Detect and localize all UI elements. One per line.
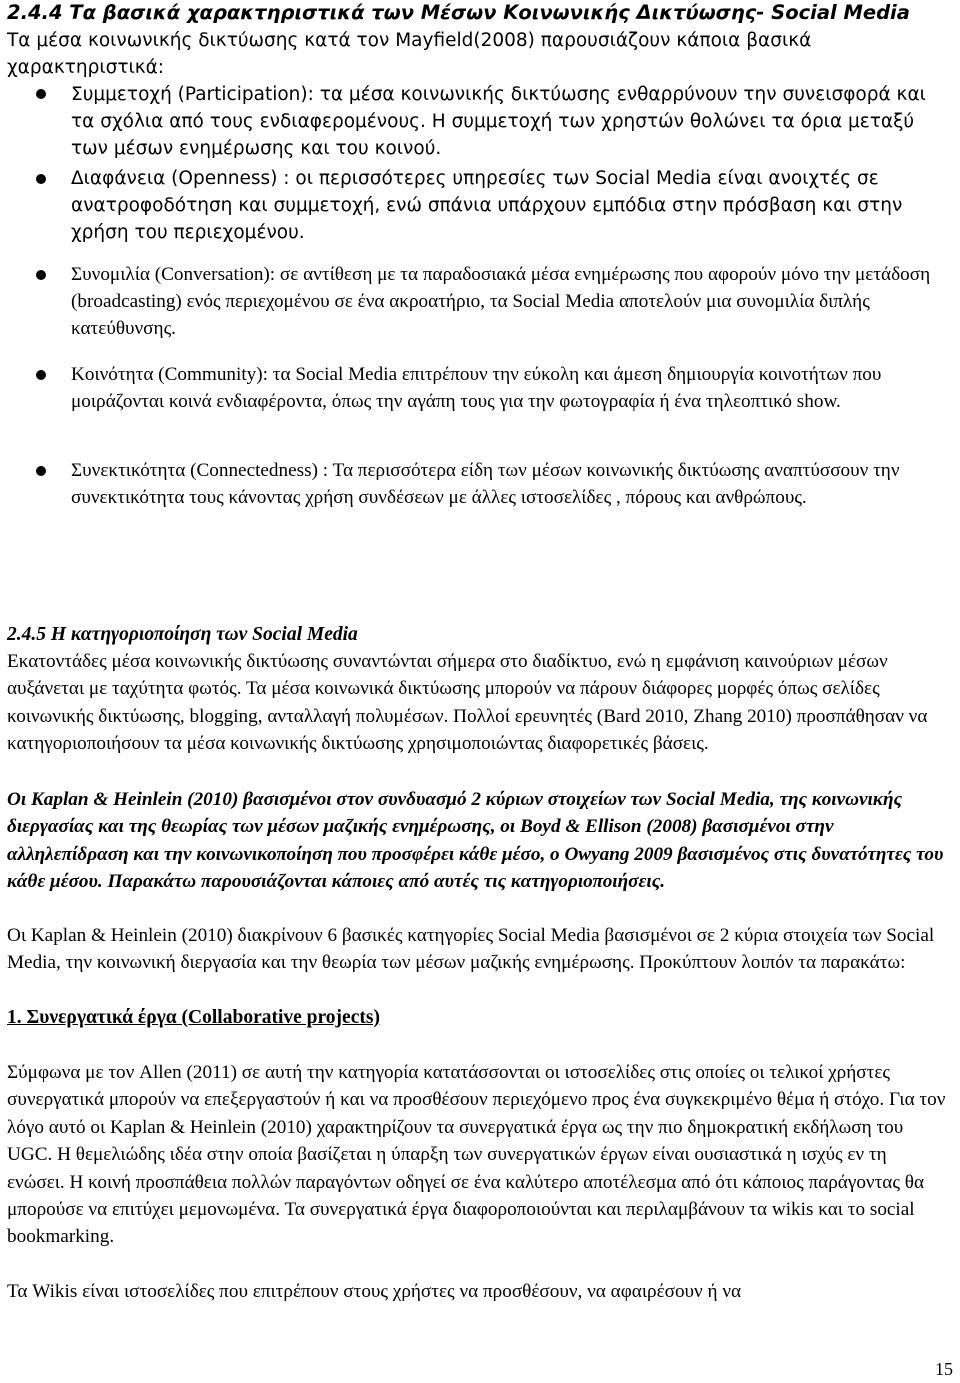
paragraph-categorization-authors: Οι Kaplan & Heinlein (2010) βασισμένοι στον συνδυασμό 2 κύριων στοιχείων των Social Media, της κοινωνικής διεργασίας και της θεωρίας των μέσων μαζικής ενημέρωσης, οι Boyd & Ellison (2008) βασισμένοι στην αλληλεπίδραση και την κοινωνικοποίηση που προσφέρει κάθε μέσο, ο Owyang 2009 βασισμένος στις δυνατότητες του κάθε μέσου. Παρακάτω παρουσιάζονται κάποιες από αυτές τις κατηγοριοποιήσεις.	[7, 789, 944, 893]
intro-paragraph: Τα μέσα κοινωνικής δικτύωσης κατά τον Mayfield(2008) παρουσιάζουν κάποια βασικά χαρακτηριστικά:	[7, 30, 812, 78]
list-item-text: Διαφάνεια (Openness) : οι περισσότερες υπηρεσίες των Social Media είναι ανοιχτές σε ανατροφοδότηση και συμμετοχή, ενώ σπάνια υπάρχουν εμπόδια στην πρόσβαση και στην χρήση του περιεχομένου.	[71, 168, 903, 243]
page-number: 15	[935, 1359, 953, 1379]
bullet-icon	[36, 466, 46, 476]
list-item-text: Κοινότητα (Community): τα Social Media επιτρέπουν την εύκολη και άμεση δημιουργία κοινοτήτων που μοιράζονται κοινά ενδιαφέροντα, όπως την αγάπη τους για την φωτογραφία ή ένα τηλεοπτικό show.	[71, 364, 882, 412]
bullet-icon	[36, 89, 46, 99]
paragraph-categorization-intro: Εκατοντάδες μέσα κοινωνικής δικτύωσης συναντώνται σήμερα στο διαδίκτυο, ενώ η εμφάνιση καινούριων μέσων αυξάνεται με ταχύτητα φωτός. Τα μέσα κοινωνικά δικτύωσης μπορούν να πάρουν διάφορες μορφές όπως σελίδες κοινωνικής δικτύωσης, blogging, ανταλλαγή πολυμέσων. Πολλοί ερευνητές (Bard 2010, Zhang 2010) προσπάθησαν να κατηγοριοποιήσουν τα μέσα κοινωνικής δικτύωσης χρησιμοποιώντας διαφορετικές βάσεις.	[7, 651, 928, 755]
bullet-icon	[36, 174, 46, 184]
subheading-collaborative-projects: 1. Συνεργατικά έργα (Collaborative projects)	[7, 1007, 380, 1028]
paragraph-kaplan-heinlein: Οι Kaplan & Heinlein (2010) διακρίνουν 6 βασικές κατηγορίες Social Media βασισμένοι σε 2 κύρια στοιχεία των Social Media, την κοινωνική διεργασία και την θεωρία των μέσων μαζικής ενημέρωσης. Προκύπτουν λοιπόν τα παρακάτω:	[7, 925, 935, 974]
section-title-2-4-4: 2.4.4 Τα βασικά χαρακτηριστικά των Μέσων Κοινωνικής Δικτύωσης- Social Media	[7, 1, 910, 24]
section-title-2-4-5: 2.4.5 Η κατηγοριοποίηση των Social Media	[7, 624, 358, 645]
paragraph-collaborative-projects: Σύμφωνα με τον Allen (2011) σε αυτή την κατηγορία κατατάσσονται οι ιστοσελίδες στις οποίες οι τελικοί χρήστες συνεργατικά μπορούν να επεξεργαστούν ή και να προσθέσουν περιεχόμενο προς ένα συγκεκριμένο θέμα ή στόχο. Για τον λόγο αυτό οι Kaplan & Heinlein (2010) χαρακτηρίζουν τα συνεργατικά έργα ως την πιο δημοκρατική εκδήλωση του UGC. Η θεμελιώδης ιδέα στην οποία βασίζεται η ύπαρξη των συνεργατικών έργων είναι ουσιαστικά η ισχύς εν τη ενώσει. Η κοινή προσπάθεια πολλών παραγόντων οδηγεί σε ένα καλύτερο αποτέλεσμα από ότι κάποιος παράγοντας θα μπορούσε να επιτύχει μεμονωμένα. Τα συνεργατικά έργα διαφοροποιούνται και περιλαμβάνουν τα wikis και το social bookmarking.	[7, 1062, 946, 1248]
list-item-text: Συνομιλία (Conversation): σε αντίθεση με τα παραδοσιακά μέσα ενημέρωσης που αφορούν μόνο την μετάδοση (broadcasting) ενός περιεχομένου σε ένα ακροατήριο, τα Social Media αποτελούν μια συνομιλία διπλής κατεύθυνσης.	[71, 264, 931, 339]
paragraph-wikis: Τα Wikis είναι ιστοσελίδες που επιτρέπουν στους χρήστες να προσθέσουν, να αφαιρέσουν ή να	[7, 1281, 742, 1302]
bullet-icon	[36, 370, 46, 380]
list-item-text: Συνεκτικότητα (Connectedness) : Τα περισσότερα είδη των μέσων κοινωνικής δικτύωσης αναπτύσσουν την συνεκτικότητα τους κάνοντας χρήση συνδέσεων με άλλες ιστοσελίδες , πόρους και ανθρώπους.	[71, 460, 900, 508]
bullet-icon	[36, 270, 46, 280]
list-item-text: Συμμετοχή (Participation): τα μέσα κοινωνικής δικτύωσης ενθαρρύνουν την συνεισφορά και τα σχόλια από τους ενδιαφερομένους. Η συμμετοχή των χρηστών θολώνει τα όρια μεταξύ των μέσων ενημέρωσης και του κοινού.	[71, 84, 926, 159]
